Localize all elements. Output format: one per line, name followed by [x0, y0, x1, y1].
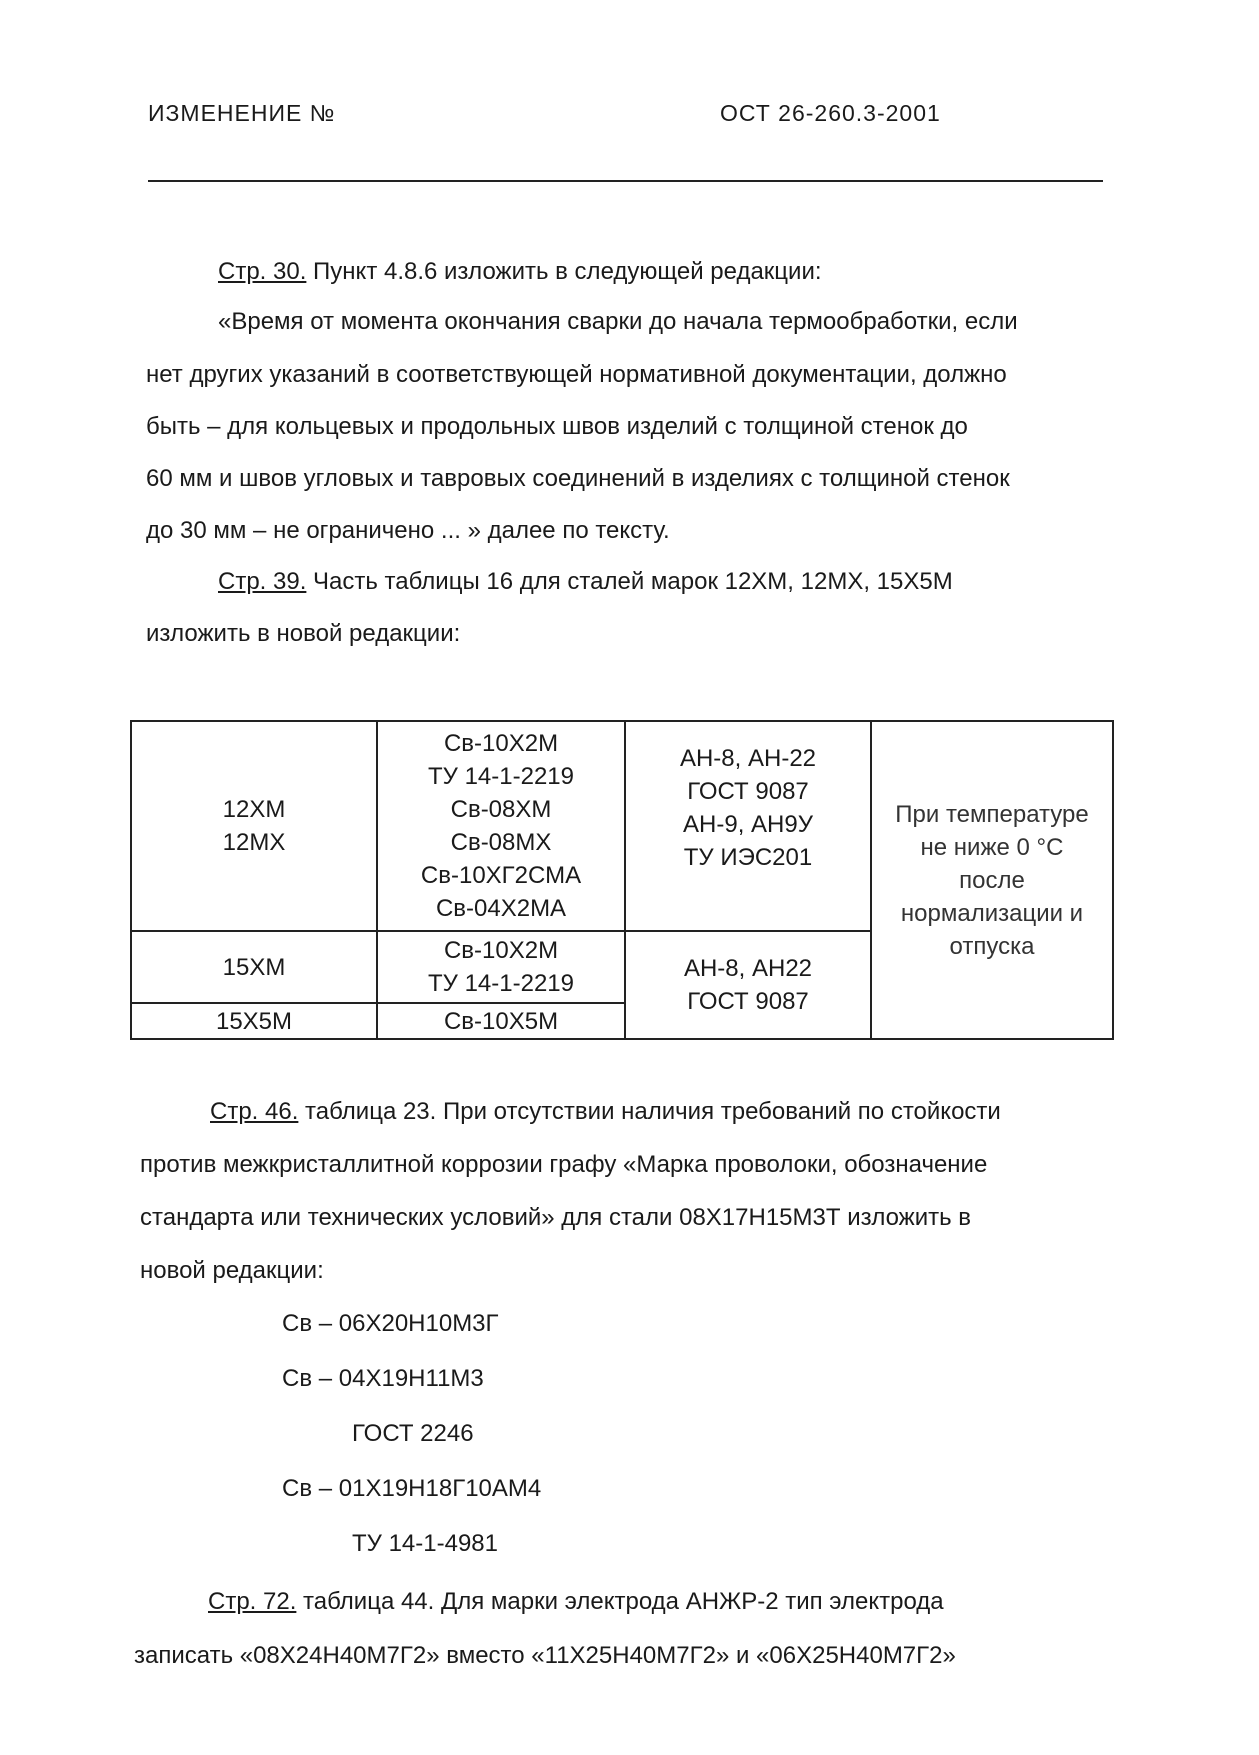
steel-grade-cell — [131, 1003, 377, 1039]
section3-heading — [210, 1098, 1001, 1126]
wire-grade: Св-10Х2М — [443, 730, 559, 757]
note-cell — [871, 721, 1113, 1039]
flux-cell — [625, 931, 871, 1039]
steel-grade-cell — [131, 931, 377, 1003]
section1-page-ref: Стр. 30. — [218, 258, 307, 285]
section3-page-ref: Стр. 46. — [210, 1098, 299, 1125]
section2-heading — [218, 568, 953, 596]
wire-cell — [377, 1003, 625, 1039]
section1-line: «Время от момента окончания сварки до начала термообработки, если — [218, 308, 1018, 335]
section4-heading — [208, 1588, 944, 1616]
wire-list-standard: ТУ 14-1-4981 — [352, 1530, 498, 1557]
flux-grade: АН-8, АН22 — [683, 955, 813, 982]
section3-heading-text: таблица 23. При отсутствии наличия требований по стойкости — [298, 1098, 1001, 1125]
wire-list-item: Св – 01Х19Н18Г10АМ4 — [282, 1475, 542, 1502]
section3-line: против межкристаллитной коррозии графу «Марка проволоки, обозначение — [140, 1151, 988, 1178]
flux-grade: АН-9, АН9У — [683, 811, 813, 838]
section1-heading — [218, 258, 822, 286]
flux-cell — [625, 721, 871, 931]
wire-grade: Св-10ХГ2СМА — [420, 862, 582, 889]
section4-page-ref: Стр. 72. — [208, 1588, 297, 1615]
note-line: нормализации и — [900, 899, 1084, 927]
flux-grade: АН-8, АН-22 — [679, 745, 817, 772]
section4-heading-text: таблица 44. Для марки электрода АНЖР-2 тип электрода — [296, 1588, 944, 1615]
wire-standard: ТУ 14-1-2219 — [428, 763, 574, 790]
section1-line: быть – для кольцевых и продольных швов изделий с толщиной стенок до — [146, 413, 968, 440]
section2-page-ref: Стр. 39. — [218, 568, 307, 595]
steel-grade-cell — [131, 721, 377, 931]
wire-cell — [377, 931, 625, 1003]
flux-standard: ГОСТ 9087 — [687, 988, 809, 1015]
section4-line: записать «08Х24Н40М7Г2» вместо «11Х25Н40М7Г2» и «06Х25Н40М7Г2» — [134, 1642, 956, 1669]
wire-grade: Св-08ХМ — [450, 796, 552, 823]
note-line: При температуре — [895, 800, 1089, 828]
section1-line: нет других указаний в соответствующей нормативной документации, должно — [146, 361, 1007, 388]
standard-number: ОСТ 26-260.3-2001 — [720, 100, 941, 126]
wire-grade: Св-08МХ — [450, 829, 552, 856]
table-row — [131, 721, 1113, 931]
note-line: не ниже 0 °С — [920, 833, 1064, 861]
section1-line: до 30 мм – не ограничено ... » далее по тексту. — [146, 517, 670, 544]
note-line: после — [959, 866, 1025, 894]
wire-grade: Св-10Х5М — [443, 1007, 559, 1035]
wire-cell — [377, 721, 625, 931]
note-line: отпуска — [949, 932, 1035, 960]
steel-grade: 15Х5М — [215, 1007, 293, 1035]
steel-grade: 12ХМ — [222, 796, 286, 823]
wire-list-item: Св – 06Х20Н10М3Г — [282, 1310, 499, 1337]
steel-grade: 12МХ — [222, 829, 286, 856]
section2-line: изложить в новой редакции: — [146, 620, 461, 647]
section1-heading-text: Пункт 4.8.6 изложить в следующей редакции: — [306, 258, 822, 285]
header-rule — [148, 180, 1103, 182]
wire-standard: ТУ 14-1-2219 — [428, 970, 574, 997]
wire-grade: Св-04Х2МА — [435, 895, 567, 922]
section3-line: стандарта или технических условий» для стали 08Х17Н15М3Т изложить в — [140, 1204, 972, 1231]
change-label: ИЗМЕНЕНИЕ № — [148, 100, 336, 126]
steel-table — [130, 720, 1114, 1040]
flux-standard: ГОСТ 9087 — [687, 778, 809, 805]
wire-list-item: Св – 04Х19Н11М3 — [282, 1365, 484, 1392]
section2-heading-text: Часть таблицы 16 для сталей марок 12ХМ, 12МХ, 15Х5М — [306, 568, 953, 595]
flux-standard: ТУ ИЭС201 — [683, 844, 813, 871]
steel-grade: 15ХМ — [222, 953, 286, 981]
section3-line: новой редакции: — [140, 1257, 324, 1284]
wire-list-standard: ГОСТ 2246 — [352, 1420, 474, 1447]
section1-line: 60 мм и швов угловых и тавровых соединений в изделиях с толщиной стенок — [146, 465, 1010, 492]
wire-grade: Св-10Х2М — [443, 937, 559, 964]
